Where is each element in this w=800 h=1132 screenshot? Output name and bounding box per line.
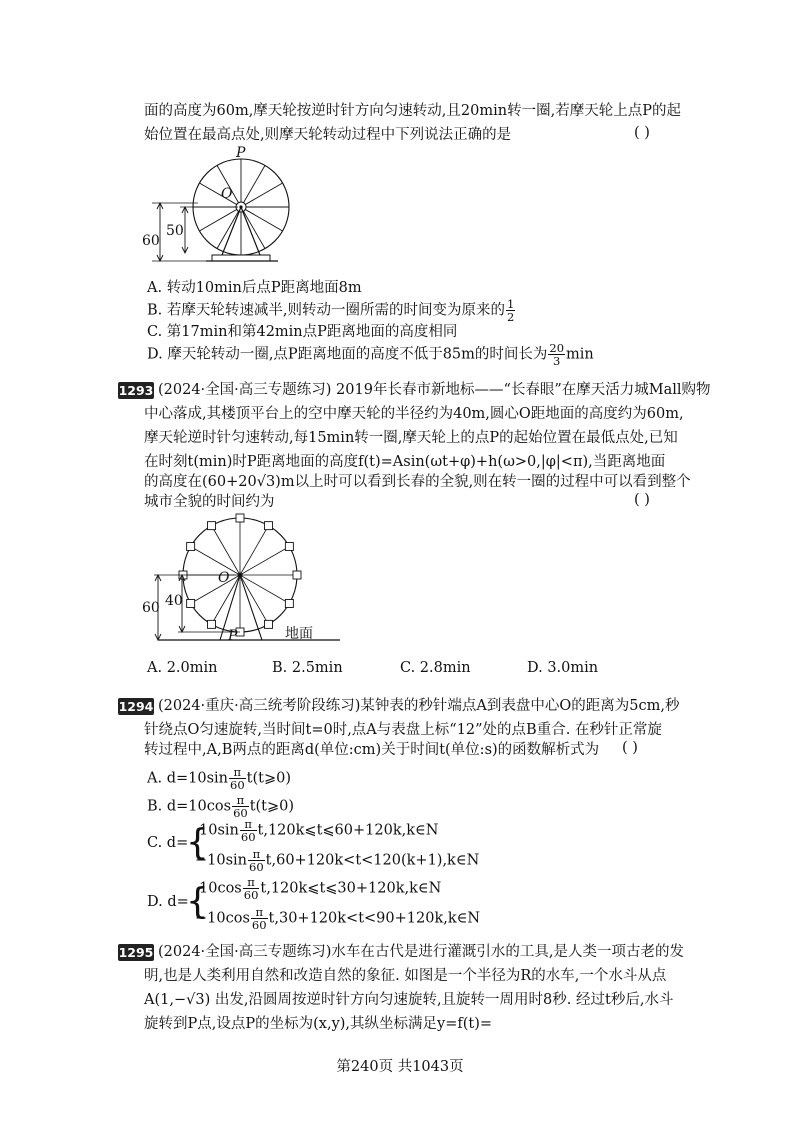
question-number-badge: 1294 xyxy=(118,699,154,714)
fig2-spoke xyxy=(191,547,240,576)
fig2-label-60: 60 xyxy=(142,600,160,616)
left-brace: { xyxy=(186,881,209,922)
q1293-option-d: D. 3.0min xyxy=(527,660,599,676)
fig2-label-o: O xyxy=(218,570,230,586)
q1293-line4: 在时刻t(min)时P距离地面的高度f(t)=Asin(ωt+φ)+h(ω>0,|φ|<π),当距离地面 xyxy=(144,454,666,470)
q1294-answer-paren: ( ) xyxy=(622,740,638,756)
question-number-badge: 1295 xyxy=(118,945,154,960)
q1294-option-c-row2: −10sin $\frac{\pi}{60}$ t,60+120k<t<120(k+1),k∈N xyxy=(195,847,480,874)
fig1-label-50: 50 xyxy=(166,223,184,239)
q1293-line1: (2024·全国·高三专题练习) 2019年长春市新地标——“长春眼”在摩天活力城Mall购物 xyxy=(158,382,711,398)
q1294-line3: 转过程中,A,B两点的距离d(单位:cm)关于时间t(单位:s)的函数解析式为 xyxy=(144,742,600,758)
q1294-line1: (2024·重庆·高三统考阶段练习)某钟表的秒针端点A到表盘中心O的距离为5cm,秒 xyxy=(158,698,680,714)
q1292-option-b-text: B. 若摩天轮转速减半,则转动一圈所需的时间变为原来的 xyxy=(147,302,505,319)
q1292-option-d-text: D. 摩天轮转动一圈,点P距离地面的高度不低于85m的时间长为 xyxy=(147,346,548,363)
fig2-cabin xyxy=(187,600,195,608)
q1294-option-c-row1: 10sin $\frac{\pi}{60}$ t,120k⩽t⩽60+120k,k∈N xyxy=(199,817,439,844)
fraction-pi-60: $\frac{\pi}{60}$ xyxy=(249,847,264,874)
q1294-option-d-row2: −10cos $\frac{\pi}{60}$ t,30+120k<t<90+120k,k∈N xyxy=(195,905,481,932)
fraction-20-3: $\frac{20}{3}$ xyxy=(549,341,565,368)
fraction-pi-60: $\frac{\pi}{60}$ xyxy=(230,765,245,792)
fig2-cabin xyxy=(265,620,273,628)
fig1-label-o: O xyxy=(221,186,233,202)
ferris-wheel-figure-1 xyxy=(140,145,290,275)
ferris-wheel-figure-2 xyxy=(140,510,350,645)
q1292-option-c: C. 第17min和第42min点P距离地面的高度相同 xyxy=(147,324,458,340)
fig2-cabin xyxy=(265,522,273,530)
q1292-option-d: D. 摩天轮转动一圈,点P距离地面的高度不低于85m的时间长为 $\frac{20}{3}$ min xyxy=(147,341,594,368)
q1292-option-b xyxy=(147,298,516,323)
q1292-option-a: A. 转动10min后点P距离地面8m xyxy=(147,280,362,296)
q1293-line2: 中心落成,其楼顶平台上的空中摩天轮的半径约为40m,圆心O距地面的高度约为60m, xyxy=(144,406,684,422)
fraction-half: $\frac{1}{2}$ xyxy=(506,297,515,324)
q1295-line4: 旋转到P点,设点P的坐标为(x,y),其纵坐标满足y=f(t)= xyxy=(144,1016,493,1032)
q1293-option-b: B. 2.5min xyxy=(272,660,343,676)
fraction-pi-60: $\frac{\pi}{60}$ xyxy=(243,875,259,902)
q1294-option-a: A. d=10sin $\frac{\pi}{60}$ t(t⩾0) xyxy=(147,765,291,792)
q1295-line2: 明,也是人类利用自然和改造自然的象征. 如图是一个半径为R的水车,一个水斗从点 xyxy=(144,968,667,984)
q1294-option-d-row1: 10cos $\frac{\pi}{60}$ t,120k⩽t⩽30+120k,k∈N xyxy=(199,875,442,902)
q1292-line1: 面的高度为60m,摩天轮按逆时针方向匀速转动,且20min转一圈,若摩天轮上点P的起 xyxy=(144,103,681,119)
q1295-line3: A(1,−√3) 出发,沿圆周按逆时针方向匀速旋转,且旋转一周用时8秒. 经过t秒后,水斗 xyxy=(144,992,674,1008)
q1293-line5: 的高度在(60+20√3)m以上时可以看到长春的全貌,则在转一圈的过程中可以看到整个 xyxy=(144,474,691,490)
q1292-answer-paren: ( ) xyxy=(634,125,650,141)
fraction-pi-60: $\frac{\pi}{60}$ xyxy=(251,905,267,932)
fig2-spoke xyxy=(240,526,269,575)
fraction-pi-60: $\frac{\pi}{60}$ xyxy=(233,793,248,820)
fig2-cabin xyxy=(285,543,293,551)
fig2-spoke xyxy=(212,526,241,575)
fig2-cabin xyxy=(187,543,195,551)
fig2-label-40: 40 xyxy=(165,593,183,609)
fig2-spoke xyxy=(240,575,289,604)
q1292-line2: 始位置在最高点处,则摩天轮转动过程中下列说法正确的是 xyxy=(144,127,512,143)
fig2-spoke xyxy=(240,547,289,576)
q1294-option-b: B. d=10cos $\frac{\pi}{60}$ t(t⩾0) xyxy=(147,793,295,820)
q1293-option-c: C. 2.8min xyxy=(400,660,471,676)
q1293-line6: 城市全貌的时间约为 xyxy=(144,494,275,510)
fig1-label-p: P xyxy=(236,145,246,161)
fig2-cabin xyxy=(293,571,301,579)
fig1-label-60: 60 xyxy=(142,233,160,249)
fig2-cabin xyxy=(208,522,216,530)
fig2-cabin xyxy=(236,514,244,522)
q1294-line2: 针绕点O匀速旋转,当时间t=0时,点A与表盘上标“12”处的点B重合. 在秒针正常旋 xyxy=(144,722,662,738)
q1295-line1: (2024·全国·高三专题练习)水车在古代是进行灌溉引水的工具,是人类一项古老的发 xyxy=(158,944,685,960)
q1293-line3: 摩天轮逆时针匀速转动,每15min转一圈,摩天轮上的点P的起始位置在最低点处,已知 xyxy=(144,430,678,446)
left-brace: { xyxy=(186,822,209,863)
fig2-label-ground: 地面 xyxy=(285,626,313,642)
question-number-badge: 1293 xyxy=(118,383,154,398)
fig2-cabin xyxy=(208,620,216,628)
q1293-option-a: A. 2.0min xyxy=(147,660,218,676)
page-footer: 第240页 共1043页 xyxy=(336,1059,464,1075)
q1294-option-d-label: D. d= xyxy=(147,894,189,910)
fig2-cabin xyxy=(285,600,293,608)
fraction-pi-60: $\frac{\pi}{60}$ xyxy=(240,817,256,844)
fig2-label-p: P xyxy=(228,628,238,644)
q1293-answer-paren: ( ) xyxy=(634,492,650,508)
q1294-option-c-label: C. d= xyxy=(147,835,189,851)
